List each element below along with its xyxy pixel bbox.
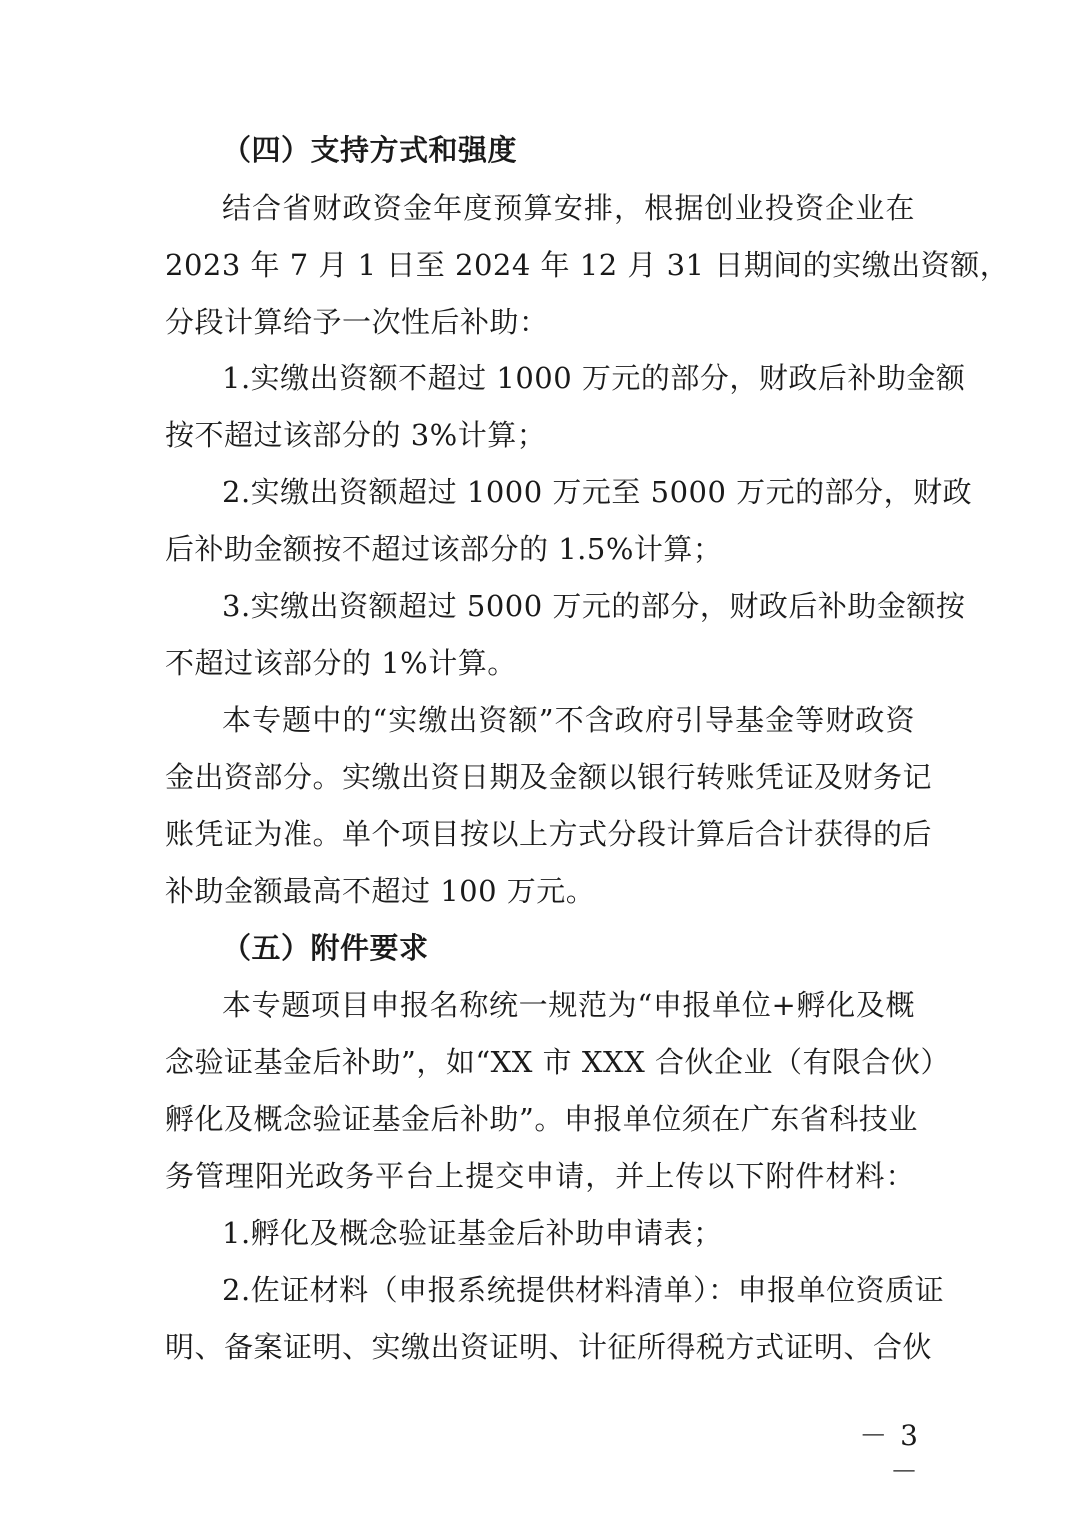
paragraph-line: 念验证基金后补助”，如“XX 市 XXX 合伙企业（有限合伙） [165,1045,951,1079]
list-item-line: 按不超过该部分的 3%计算； [165,418,547,452]
list-item-line: 3.实缴出资额超过 5000 万元的部分，财政后补助金额按 [222,589,966,623]
list-item-line: 2.实缴出资额超过 1000 万元至 5000 万元的部分，财政 [222,475,973,509]
paragraph-line: 本专题项目申报名称统一规范为“申报单位+孵化及概 [222,988,915,1022]
page-number: － 3 － [859,1419,920,1488]
paragraph-line: 结合省财政资金年度预算安排，根据创业投资企业在 [222,191,915,225]
paragraph-line: 分段计算给予一次性后补助： [165,305,549,339]
paragraph-line: 金出资部分。实缴出资日期及金额以银行转账凭证及财务记 [165,760,933,794]
section-heading-four: （四）支持方式和强度 [222,133,518,167]
list-item-line: 不超过该部分的 1%计算。 [165,646,517,680]
paragraph-line: 2023 年 7 月 1 日至 2024 年 12 月 31 日期间的实缴出资额， [165,248,1010,282]
paragraph-line: 务管理阳光政务平台上提交申请，并上传以下附件材料： [165,1159,915,1193]
attachment-item: 1.孵化及概念验证基金后补助申请表； [222,1216,723,1250]
paragraph-line: 本专题中的“实缴出资额”不含政府引导基金等财政资 [222,703,915,737]
paragraph-line: 账凭证为准。单个项目按以上方式分段计算后合计获得的后 [165,817,933,851]
paragraph-line: 补助金额最高不超过 100 万元。 [165,874,596,908]
paragraph-line: 孵化及概念验证基金后补助”。申报单位须在广东省科技业 [165,1102,918,1136]
attachment-item: 2.佐证材料（申报系统提供材料清单）：申报单位资质证 [222,1273,945,1307]
list-item-line: 后补助金额按不超过该部分的 1.5%计算； [165,532,723,566]
section-heading-five: （五）附件要求 [222,931,429,965]
attachment-item: 明、备案证明、实缴出资证明、计征所得税方式证明、合伙 [165,1330,933,1364]
list-item-line: 1.实缴出资额不超过 1000 万元的部分，财政后补助金额 [222,361,966,395]
